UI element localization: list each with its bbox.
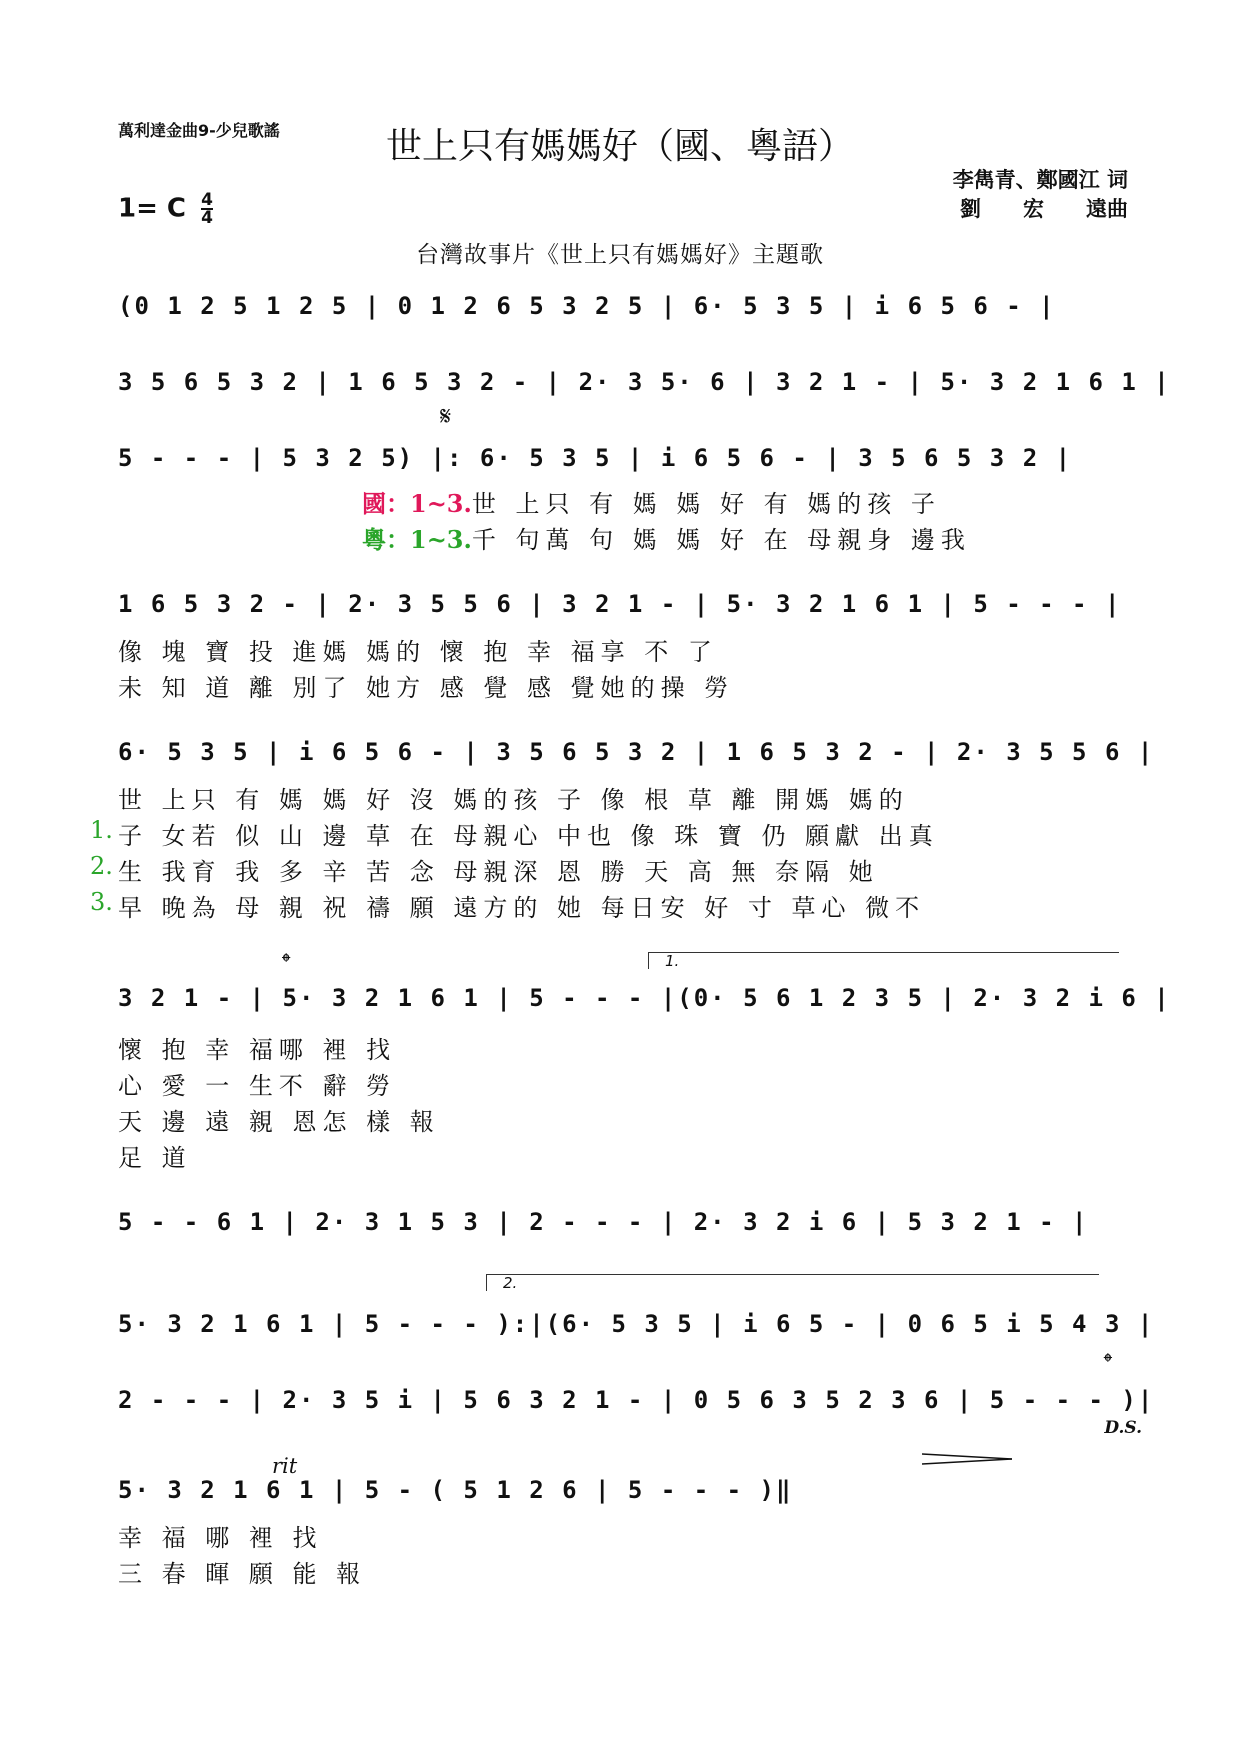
verse-number: 1. <box>90 816 113 844</box>
lyric-line: 未 知 道 離 別了 她方 感 覺 感 覺她的操 勞 <box>118 674 735 702</box>
music-line-4: 1 6 5 3 2 - | 2· 3 5 5 6 | 3 2 1 - | 5· 3 2 1 6 1 | 5 - - - | <box>118 590 1122 618</box>
lyric-line: 三 春 暉 願 能 報 <box>118 1560 367 1588</box>
lyric-line <box>362 484 941 519</box>
music-line-3: 5 - - - | 5 3 2 5) |: 6· 5 3 5 | i 6 5 6 - | 3 5 6 5 3 2 | <box>118 444 1073 472</box>
volta-1-label: 1. <box>665 952 680 970</box>
lyric-line: 懷 抱 幸 福哪 裡 找 <box>118 1036 397 1064</box>
volta-1-bracket <box>648 952 1119 969</box>
music-line-7: 5 - - 6 1 | 2· 3 1 5 3 | 2 - - - | 2· 3 2 i 6 | 5 3 2 1 - | <box>118 1208 1089 1236</box>
composer: 劉 宏 遠曲 <box>960 196 1128 221</box>
lyric-line <box>90 816 939 851</box>
segno-sign: 𝄋 <box>440 402 452 432</box>
diminuendo-hairpin <box>922 1452 1012 1466</box>
lyric-text: 生 我育 我 多 辛 苦 念 母親深 恩 勝 天 高 無 奈隔 她 <box>118 858 879 886</box>
lyric-line: 像 塊 寶 投 進媽 媽的 懷 抱 幸 福享 不 了 <box>118 638 718 666</box>
lyric-line: 世 上只 有 媽 媽 好 沒 媽的孩 子 像 根 草 離 開媽 媽的 <box>118 786 909 814</box>
lyric-line: 天 邊 遠 親 恩怎 樣 報 <box>118 1108 440 1136</box>
time-bottom: 4 <box>201 208 213 228</box>
verse-number: 3. <box>90 888 113 916</box>
lyric-line: 心 愛 一 生不 辭 勞 <box>118 1072 397 1100</box>
time-signature <box>201 192 213 226</box>
verse-number: 2. <box>90 852 113 880</box>
lyricist: 李雋青、鄭國江 词 <box>952 167 1128 192</box>
lyric-line <box>362 520 971 555</box>
music-line-10: 5· 3 2 1 6 1 | 5 - ( 5 1 2 6 | 5 - - - )‖ <box>118 1476 793 1504</box>
key-label: 1= C <box>118 193 187 224</box>
music-line-8: 5· 3 2 1 6 1 | 5 - - - ):|(6· 5 3 5 | i 6 5 - | 0 6 5 i 5 4 3 | <box>118 1310 1155 1338</box>
lyric-line: 足 道 <box>118 1144 192 1172</box>
subtitle: 台灣故事片《世上只有媽媽好》主題歌 <box>416 242 824 268</box>
rit-marking: rit <box>272 1454 298 1478</box>
lyric-text: 千 句萬 句 媽 媽 好 在 母親身 邊我 <box>471 526 971 554</box>
key-signature <box>118 192 213 226</box>
time-top: 4 <box>201 190 213 210</box>
lyric-text: 早 晚為 母 親 祝 禱 願 遠方的 她 每日安 好 寸 草心 微不 <box>118 894 926 922</box>
song-title: 世上只有媽媽好（國、粵語） <box>385 126 854 167</box>
cantonese-label: 粵：1~3. <box>362 525 472 554</box>
volta-2-label: 2. <box>503 1274 518 1292</box>
music-line-5: 6· 5 3 5 | i 6 5 6 - | 3 5 6 5 3 2 | 1 6 5 3 2 - | 2· 3 5 5 6 | <box>118 738 1155 766</box>
mandarin-label: 國：1~3. <box>362 489 472 518</box>
music-line-6: 3 2 1 - | 5· 3 2 1 6 1 | 5 - - - |(0· 5 6 1 2 3 5 | 2· 3 2 i 6 | <box>118 984 1171 1012</box>
coda-sign: 𝄌 <box>1103 1348 1112 1376</box>
music-line-1: (0 1 2 5 1 2 5 | 0 1 2 6 5 3 2 5 | 6· 5 3 5 | i 6 5 6 - | <box>118 292 1056 320</box>
volta-2-bracket <box>486 1274 1099 1291</box>
coda-sign: 𝄌 <box>282 948 291 976</box>
lyric-line <box>90 852 879 887</box>
lyric-line <box>90 888 926 923</box>
credits <box>953 165 1128 223</box>
music-line-2: 3 5 6 5 3 2 | 1 6 5 3 2 - | 2· 3 5· 6 | 3 2 1 - | 5· 3 2 1 6 1 | <box>118 368 1171 396</box>
lyric-text: 子 女若 似 山 邊 草 在 母親心 中也 像 珠 寶 仍 願獻 出真 <box>118 822 939 850</box>
ds-marking: D.S. <box>1104 1418 1142 1438</box>
series-label: 萬利達金曲9-少兒歌謠 <box>118 121 280 140</box>
lyric-line: 幸 福 哪 裡 找 <box>118 1524 323 1552</box>
lyric-text: 世 上只 有 媽 媽 好 有 媽的孩 子 <box>471 490 941 518</box>
music-line-9: 2 - - - | 2· 3 5 i | 5 6 3 2 1 - | 0 5 6 3 5 2 3 6 | 5 - - - )| <box>118 1386 1155 1414</box>
